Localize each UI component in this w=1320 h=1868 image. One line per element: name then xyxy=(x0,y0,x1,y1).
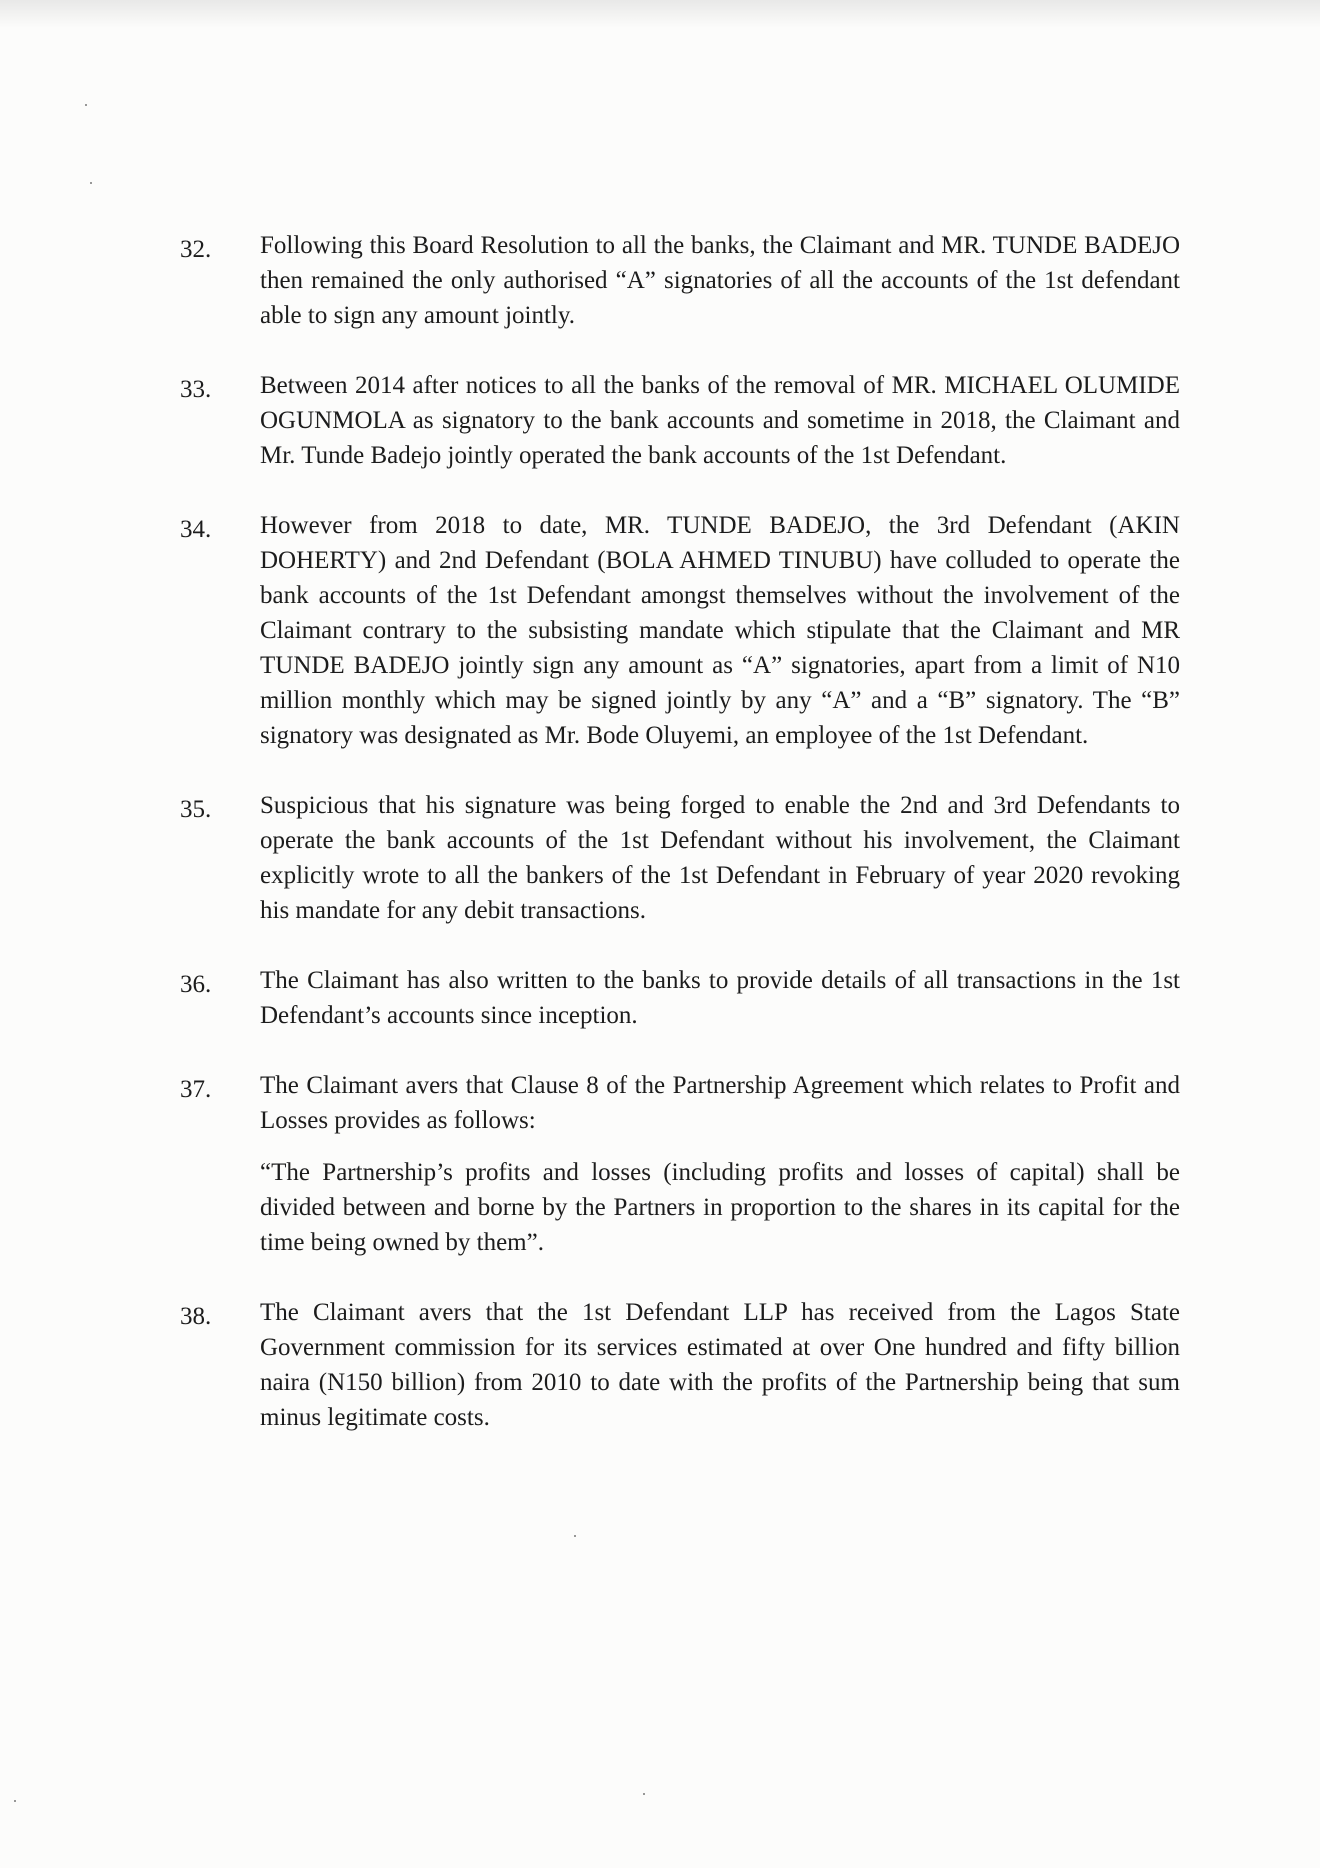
quoted-clause: “The Partnership’s profits and losses (including profits and losses of capital) shall be divided between and borne by the Partners in proportion to the shares in its capital for the time being owned by them”. xyxy=(260,1159,1180,1256)
paragraph-text: Between 2014 after notices to all the banks of the removal of MR. MICHAEL OLUMIDE OGUNMOLA as signatory to the bank accounts and sometime in 2018, the Claimant and Mr. Tunde Badejo jointly operated the bank accounts of the 1st Defendant. xyxy=(260,372,1180,469)
paragraph-number: 32. xyxy=(180,236,212,263)
paragraph-number: 37. xyxy=(180,1076,212,1103)
paragraph-34 xyxy=(180,508,1180,753)
scan-speck xyxy=(14,1800,16,1802)
paragraph-number: 35. xyxy=(180,796,212,823)
paragraph-32 xyxy=(180,228,1180,333)
paragraph-33 xyxy=(180,368,1180,473)
paragraph-37 xyxy=(180,1068,1180,1138)
paragraph-text: Suspicious that his signature was being forged to enable the 2nd and 3rd Defendants to operate the bank accounts of the 1st Defendant without his involvement, the Claimant explicitly wrote to all the bankers of the 1st Defendant in February of year 2020 revoking his mandate for any debit transactions. xyxy=(260,792,1180,924)
paragraph-text: The Claimant avers that the 1st Defendant LLP has received from the Lagos State Government commission for its services estimated at over One hundred and fifty billion naira (N150 billion) from 2010 to date with the profits of the Partnership being that sum minus legitimate costs. xyxy=(260,1299,1180,1431)
paragraph-text: The Claimant has also written to the banks to provide details of all transactions in the 1st Defendant’s accounts since inception. xyxy=(260,967,1180,1029)
scan-speck xyxy=(90,182,92,184)
paragraph-text: The Claimant avers that Clause 8 of the Partnership Agreement which relates to Profit and Losses provides as follows: xyxy=(260,1072,1180,1134)
scan-speck xyxy=(574,1535,576,1537)
paragraph-38 xyxy=(180,1295,1180,1435)
paragraph-number: 36. xyxy=(180,971,212,998)
paragraph-text: However from 2018 to date, MR. TUNDE BADEJO, the 3rd Defendant (AKIN DOHERTY) and 2nd Defendant (BOLA AHMED TINUBU) have colluded to operate the bank accounts of the 1st Defendant amongst themselves without the involvement of the Claimant contrary to the subsisting mandate which stipulate that the Claimant and MR TUNDE BADEJO jointly sign any amount as “A” signatories, apart from a limit of N10 million monthly which may be signed jointly by any “A” and a “B” signatory. The “B” signatory was designated as Mr. Bode Oluyemi, an employee of the 1st Defendant. xyxy=(260,512,1180,749)
paragraph-number: 34. xyxy=(180,516,212,543)
scan-shadow xyxy=(0,0,1320,28)
scan-speck xyxy=(643,1793,645,1795)
paragraph-text: Following this Board Resolution to all the banks, the Claimant and MR. TUNDE BADEJO then remained the only authorised “A” signatories of all the accounts of the 1st defendant able to sign any amount jointly. xyxy=(260,232,1180,329)
paragraph-number: 33. xyxy=(180,376,212,403)
paragraph-35 xyxy=(180,788,1180,928)
paragraph-number: 38. xyxy=(180,1303,212,1330)
scan-speck xyxy=(85,104,87,106)
paragraph-36 xyxy=(180,963,1180,1033)
document-body xyxy=(180,228,1180,1470)
